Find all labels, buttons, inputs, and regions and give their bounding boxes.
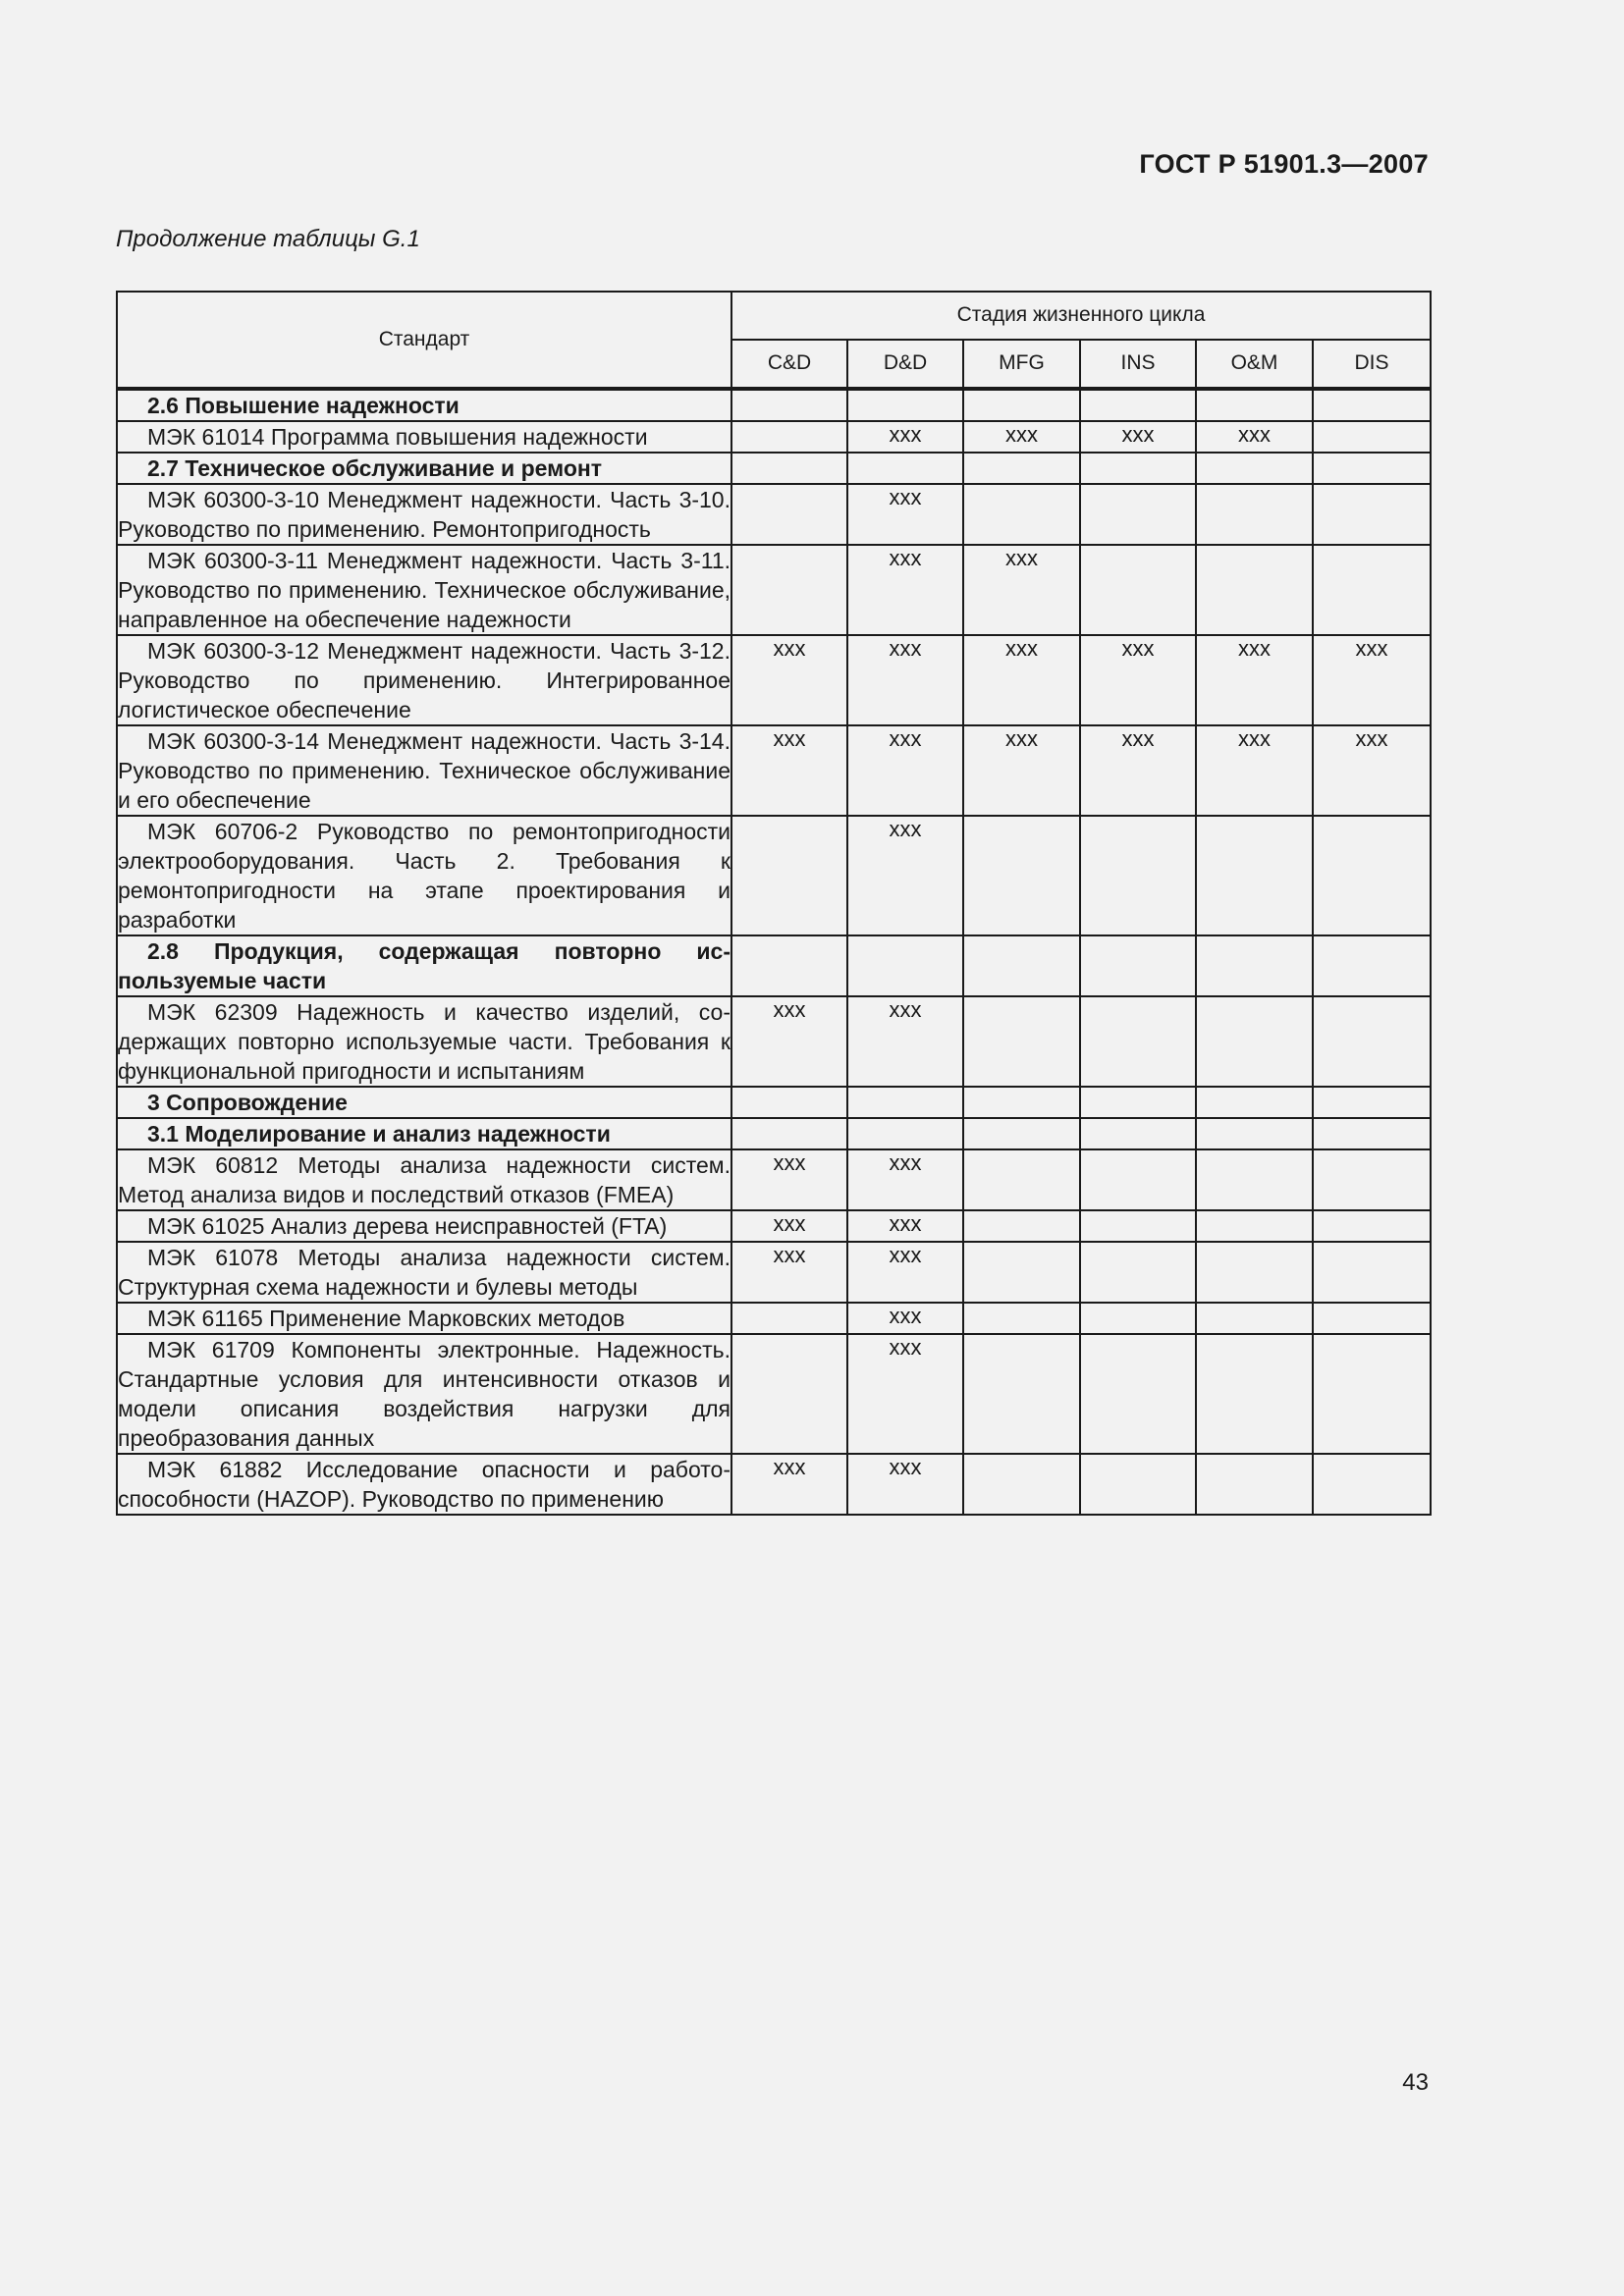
- table-row: [117, 1303, 1431, 1334]
- stage-mark-cell: xxx: [847, 1149, 963, 1210]
- table-row: [117, 1334, 1431, 1454]
- stage-mark-cell: [731, 1118, 847, 1149]
- stage-mark-cell: [963, 484, 1080, 545]
- standard-description: МЭК 61014 Программа повышения надежности: [117, 421, 731, 453]
- column-header-stage: C&D: [731, 340, 847, 389]
- stage-mark-cell: [1080, 1303, 1196, 1334]
- standard-description: МЭК 61709 Компоненты электронные. Надежность. Стандартные условия для интенсивности отказов и модели описания воздействия нагрузки для преобразования данных: [117, 1334, 731, 1454]
- stage-mark-cell: xxx: [963, 635, 1080, 725]
- stage-mark-cell: [731, 484, 847, 545]
- stage-mark-cell: [963, 1087, 1080, 1118]
- stage-mark-cell: xxx: [731, 1454, 847, 1515]
- stage-mark-cell: xxx: [731, 725, 847, 816]
- stage-mark-cell: [963, 1210, 1080, 1242]
- section-heading: 3.1 Моделирование и анализ надежности: [117, 1118, 731, 1149]
- stage-mark-cell: [1196, 1210, 1313, 1242]
- stage-mark-cell: [1080, 1334, 1196, 1454]
- stage-mark-cell: [1313, 935, 1431, 996]
- page-number: 43: [1402, 2069, 1429, 2096]
- stage-mark-cell: [1313, 545, 1431, 635]
- stage-mark-cell: xxx: [847, 545, 963, 635]
- stage-mark-cell: xxx: [1313, 725, 1431, 816]
- stage-mark-cell: [1080, 935, 1196, 996]
- stage-mark-cell: xxx: [1196, 421, 1313, 453]
- table-row: [117, 816, 1431, 935]
- stage-mark-cell: [1080, 1210, 1196, 1242]
- stage-mark-cell: xxx: [731, 1149, 847, 1210]
- table-section-row: [117, 935, 1431, 996]
- stage-mark-cell: [1080, 1118, 1196, 1149]
- stage-mark-cell: [847, 935, 963, 996]
- standard-description: МЭК 61078 Методы анализа надежности систем. Структурная схема надежности и булевы методы: [117, 1242, 731, 1303]
- table-row: [117, 545, 1431, 635]
- table-row: [117, 725, 1431, 816]
- column-header-stage: O&M: [1196, 340, 1313, 389]
- stage-mark-cell: [1080, 484, 1196, 545]
- stage-mark-cell: [847, 389, 963, 421]
- stage-mark-cell: [1196, 1303, 1313, 1334]
- stage-mark-cell: xxx: [847, 1303, 963, 1334]
- stage-mark-cell: [1196, 484, 1313, 545]
- standard-description: МЭК 60706-2 Руководство по ремонтопригодности электрооборудования. Часть 2. Требования к ремонтопригодности на этапе проектирования и разработки: [117, 816, 731, 935]
- column-header-stage: INS: [1080, 340, 1196, 389]
- stage-mark-cell: [1080, 545, 1196, 635]
- stage-mark-cell: [1196, 1334, 1313, 1454]
- stage-mark-cell: [1313, 1334, 1431, 1454]
- stage-mark-cell: [1313, 389, 1431, 421]
- column-header-stage: DIS: [1313, 340, 1431, 389]
- stage-mark-cell: [731, 545, 847, 635]
- stage-mark-cell: xxx: [731, 1242, 847, 1303]
- stage-mark-cell: [1196, 545, 1313, 635]
- column-header-lifecycle-stage: Стадия жизненного цикла: [731, 292, 1431, 340]
- stage-mark-cell: [1196, 1087, 1313, 1118]
- stage-mark-cell: xxx: [847, 1334, 963, 1454]
- stage-mark-cell: xxx: [963, 725, 1080, 816]
- stage-mark-cell: xxx: [847, 1454, 963, 1515]
- stage-mark-cell: xxx: [847, 421, 963, 453]
- stage-mark-cell: [1313, 1242, 1431, 1303]
- table-row: [117, 1454, 1431, 1515]
- stage-mark-cell: [731, 421, 847, 453]
- stage-mark-cell: [731, 453, 847, 484]
- stage-mark-cell: [731, 1334, 847, 1454]
- stage-mark-cell: [963, 1149, 1080, 1210]
- table-section-row: [117, 389, 1431, 421]
- table-body: [117, 389, 1431, 1515]
- standard-description: МЭК 61025 Анализ дерева неисправностей (FTA): [117, 1210, 731, 1242]
- stage-mark-cell: [1313, 1087, 1431, 1118]
- stage-mark-cell: [1080, 389, 1196, 421]
- table-section-row: [117, 1118, 1431, 1149]
- stage-mark-cell: [1080, 1454, 1196, 1515]
- stage-mark-cell: [1080, 1087, 1196, 1118]
- stage-mark-cell: [1080, 816, 1196, 935]
- stage-mark-cell: [963, 389, 1080, 421]
- table-row: [117, 1149, 1431, 1210]
- stage-mark-cell: [847, 1087, 963, 1118]
- stage-mark-cell: [1196, 816, 1313, 935]
- stage-mark-cell: xxx: [1080, 635, 1196, 725]
- section-heading: 2.6 Повышение надежности: [117, 389, 731, 421]
- stage-mark-cell: [731, 816, 847, 935]
- stage-mark-cell: xxx: [847, 725, 963, 816]
- stage-mark-cell: xxx: [731, 996, 847, 1087]
- stage-mark-cell: xxx: [847, 635, 963, 725]
- table-row: [117, 421, 1431, 453]
- stage-mark-cell: [731, 1087, 847, 1118]
- stage-mark-cell: [1196, 1454, 1313, 1515]
- stage-mark-cell: xxx: [731, 635, 847, 725]
- stage-mark-cell: xxx: [963, 421, 1080, 453]
- stage-mark-cell: [1313, 453, 1431, 484]
- stage-mark-cell: [1196, 935, 1313, 996]
- stage-mark-cell: xxx: [1196, 725, 1313, 816]
- stage-mark-cell: [1080, 996, 1196, 1087]
- table-row: [117, 1210, 1431, 1242]
- stage-mark-cell: [1313, 484, 1431, 545]
- document-code: ГОСТ Р 51901.3—2007: [1139, 149, 1429, 179]
- stage-mark-cell: xxx: [731, 1210, 847, 1242]
- standard-description: МЭК 60300-3-14 Менеджмент надежности. Часть 3-14. Руководство по применению. Техническое обслуживание и его обеспечение: [117, 725, 731, 816]
- stage-mark-cell: [731, 935, 847, 996]
- stage-mark-cell: xxx: [1080, 421, 1196, 453]
- table-caption: Продолжение таблицы G.1: [116, 226, 420, 252]
- stage-mark-cell: [963, 1334, 1080, 1454]
- stage-mark-cell: [963, 935, 1080, 996]
- stage-mark-cell: [1196, 389, 1313, 421]
- table-row: [117, 635, 1431, 725]
- stage-mark-cell: [963, 816, 1080, 935]
- section-heading: 3 Сопровождение: [117, 1087, 731, 1118]
- stage-mark-cell: xxx: [963, 545, 1080, 635]
- stage-mark-cell: [1080, 1149, 1196, 1210]
- stage-mark-cell: [1313, 1149, 1431, 1210]
- stage-mark-cell: [1080, 453, 1196, 484]
- stage-mark-cell: [731, 1303, 847, 1334]
- stage-mark-cell: [963, 1242, 1080, 1303]
- table-section-row: [117, 453, 1431, 484]
- column-header-stage: MFG: [963, 340, 1080, 389]
- stage-mark-cell: [1313, 421, 1431, 453]
- table-row: [117, 484, 1431, 545]
- stage-mark-cell: [1313, 816, 1431, 935]
- stage-mark-cell: [963, 453, 1080, 484]
- standard-description: МЭК 60300-3-12 Менеджмент надежности. Часть 3-12. Руководство по применению. Интегрированное логистическое обеспечение: [117, 635, 731, 725]
- standard-description: МЭК 61165 Применение Марковских методов: [117, 1303, 731, 1334]
- section-heading: 2.7 Техническое обслуживание и ремонт: [117, 453, 731, 484]
- table-section-row: [117, 1087, 1431, 1118]
- stage-mark-cell: [963, 996, 1080, 1087]
- stage-mark-cell: [1196, 1118, 1313, 1149]
- standard-description: МЭК 60300-3-11 Менеджмент надежности. Часть 3-11. Руководство по применению. Техническое обслуживание, направленное на обеспечение надежности: [117, 545, 731, 635]
- stage-mark-cell: [1196, 996, 1313, 1087]
- stage-mark-cell: [1313, 1118, 1431, 1149]
- stage-mark-cell: [1313, 996, 1431, 1087]
- stage-mark-cell: xxx: [847, 484, 963, 545]
- standard-description: МЭК 60300-3-10 Менеджмент надежности. Часть 3-10. Руководство по применению. Ремонтопригодность: [117, 484, 731, 545]
- stage-mark-cell: [847, 1118, 963, 1149]
- stage-mark-cell: xxx: [847, 1242, 963, 1303]
- stage-mark-cell: xxx: [847, 816, 963, 935]
- standard-description: МЭК 60812 Методы анализа надежности систем. Метод анализа видов и последствий отказов (FMEA): [117, 1149, 731, 1210]
- standard-description: МЭК 62309 Надежность и качество изделий, содержащих повторно используемые части. Требования к функциональной пригодности и испытаниям: [117, 996, 731, 1087]
- standards-table: [116, 291, 1432, 1516]
- stage-mark-cell: [1196, 1149, 1313, 1210]
- stage-mark-cell: [1196, 453, 1313, 484]
- stage-mark-cell: xxx: [1196, 635, 1313, 725]
- stage-mark-cell: [963, 1454, 1080, 1515]
- stage-mark-cell: [1313, 1210, 1431, 1242]
- table-row: [117, 1242, 1431, 1303]
- column-header-standard: Стандарт: [117, 292, 731, 389]
- stage-mark-cell: xxx: [847, 996, 963, 1087]
- column-header-stage: D&D: [847, 340, 963, 389]
- stage-mark-cell: [731, 389, 847, 421]
- stage-mark-cell: xxx: [1080, 725, 1196, 816]
- stage-mark-cell: [847, 453, 963, 484]
- stage-mark-cell: [1313, 1303, 1431, 1334]
- table-row: [117, 996, 1431, 1087]
- stage-mark-cell: [963, 1118, 1080, 1149]
- stage-mark-cell: xxx: [1313, 635, 1431, 725]
- stage-mark-cell: [1196, 1242, 1313, 1303]
- standard-description: МЭК 61882 Исследование опасности и работоспособности (HAZOP). Руководство по применению: [117, 1454, 731, 1515]
- stage-mark-cell: [1313, 1454, 1431, 1515]
- stage-mark-cell: xxx: [847, 1210, 963, 1242]
- stage-mark-cell: [963, 1303, 1080, 1334]
- section-heading: 2.8 Продукция, содержащая повторно используемые части: [117, 935, 731, 996]
- stage-mark-cell: [1080, 1242, 1196, 1303]
